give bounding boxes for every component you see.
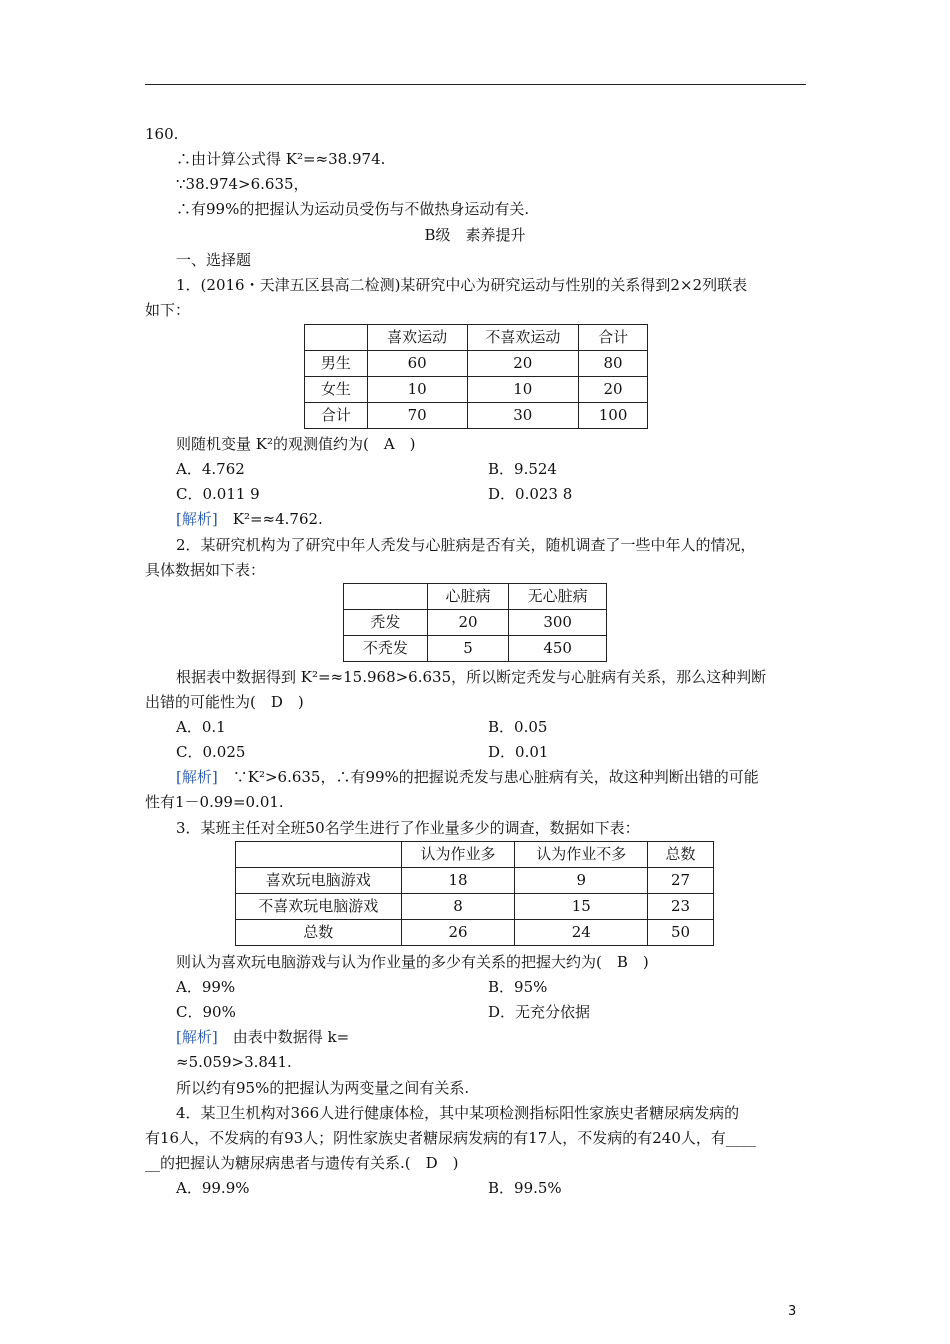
table-cell	[344, 584, 428, 610]
text-line: ≈5.059>3.841.	[176, 1053, 292, 1071]
table-row	[236, 868, 714, 894]
table-row	[305, 403, 648, 429]
table-cell: 合计	[579, 325, 648, 351]
table-row	[236, 894, 714, 920]
table-cell: 10	[467, 377, 579, 403]
table-cell: 心脏病	[427, 584, 509, 610]
table-cell	[236, 842, 402, 868]
table-cell: 不喜欢玩电脑游戏	[236, 894, 402, 920]
text-line: 出错的可能性为( D )	[145, 693, 304, 711]
table-cell: 认为作业多	[401, 842, 515, 868]
table-cell: 80	[579, 351, 648, 377]
text-line: 具体数据如下表：	[145, 561, 266, 579]
text-line: 性有1－0.99=0.01.	[145, 793, 284, 811]
text-line: ∴由计算公式得 K²=≈38.974.	[176, 150, 386, 168]
option-a: A．4.762	[176, 460, 245, 478]
question-1: 1．(2016・天津五区县高二检测)某研究中心为研究运动与性别的关系得到2×2列联表	[176, 276, 748, 294]
text-line: 所以约有95%的把握认为两变量之间有关系.	[176, 1079, 470, 1097]
option-c: C．0.025	[176, 743, 246, 761]
table-sport-gender	[304, 324, 648, 429]
table-cell: 认为作业不多	[515, 842, 648, 868]
solution-tag: [解析]	[176, 510, 218, 528]
table-cell: 60	[367, 351, 467, 377]
solution-tag: [解析]	[176, 768, 218, 786]
option-d: D．0.01	[488, 743, 549, 761]
text-line: __的把握认为糖尿病患者与遗传有关系.( D )	[145, 1154, 459, 1172]
header-rule	[145, 84, 806, 85]
option-c: C．0.011 9	[176, 485, 260, 503]
section-title: B级 素养提升	[424, 226, 526, 244]
table-cell: 23	[648, 894, 714, 920]
table-cell: 喜欢玩电脑游戏	[236, 868, 402, 894]
table-row	[344, 636, 607, 662]
table-cell: 不秃发	[344, 636, 428, 662]
option-b: B．99.5%	[488, 1179, 562, 1197]
option-b: B．9.524	[488, 460, 557, 478]
table-cell: 18	[401, 868, 515, 894]
table-cell: 100	[579, 403, 648, 429]
table-row	[305, 351, 648, 377]
question-3: 3．某班主任对全班50名学生进行了作业量多少的调查，数据如下表：	[176, 819, 640, 837]
table-cell: 10	[367, 377, 467, 403]
table-header-row	[344, 584, 607, 610]
table-cell: 合计	[305, 403, 368, 429]
table-cell: 70	[367, 403, 467, 429]
table-baldness-heart	[343, 583, 607, 662]
table-cell: 20	[579, 377, 648, 403]
option-a: A．99.9%	[176, 1179, 250, 1197]
page-number: 3	[788, 1304, 797, 1319]
table-cell: 24	[515, 920, 648, 946]
text-line: 根据表中数据得到 K²=≈15.968>6.635，所以断定秃发与心脏病有关系，那么这种判断	[176, 668, 767, 686]
solution-text: ∵K²>6.635，∴有99%的把握说秃发与患心脏病有关，故这种判断出错的可能	[232, 768, 759, 786]
table-cell: 喜欢运动	[367, 325, 467, 351]
solution-text: 由表中数据得 k=	[232, 1028, 350, 1046]
table-cell: 26	[401, 920, 515, 946]
table-cell: 30	[467, 403, 579, 429]
option-d: D．0.023 8	[488, 485, 573, 503]
question-4: 4．某卫生机构对366人进行健康体检，其中某项检测指标阳性家族史者糖尿病发病的	[176, 1104, 740, 1122]
option-c: C．90%	[176, 1003, 236, 1021]
solution-tag: [解析]	[176, 1028, 218, 1046]
table-row	[305, 377, 648, 403]
text-line: 则随机变量 K²的观测值约为( A )	[176, 435, 416, 453]
table-row	[344, 610, 607, 636]
solution	[176, 767, 759, 787]
table-cell: 无心脏病	[509, 584, 607, 610]
table-cell: 20	[427, 610, 509, 636]
table-cell: 300	[509, 610, 607, 636]
option-a: A．0.1	[176, 718, 226, 736]
table-cell: 15	[515, 894, 648, 920]
text-line: 则认为喜欢玩电脑游戏与认为作业量的多少有关系的把握大约为( B )	[176, 953, 649, 971]
option-b: B．0.05	[488, 718, 548, 736]
table-cell: 450	[509, 636, 607, 662]
solution	[176, 1027, 349, 1047]
table-header-row	[236, 842, 714, 868]
table-cell: 总数	[236, 920, 402, 946]
solution-text: K²=≈4.762.	[232, 510, 323, 528]
table-cell	[305, 325, 368, 351]
table-cell: 不喜欢运动	[467, 325, 579, 351]
table-cell: 总数	[648, 842, 714, 868]
text-line: ∵38.974>6.635，	[176, 175, 309, 193]
table-cell: 5	[427, 636, 509, 662]
table-cell: 20	[467, 351, 579, 377]
table-cell: 8	[401, 894, 515, 920]
text-line: 160.	[145, 125, 179, 143]
text-line: 如下：	[145, 301, 191, 319]
option-b: B．95%	[488, 978, 548, 996]
option-a: A．99%	[176, 978, 236, 996]
text-line: ∴有99%的把握认为运动员受伤与不做热身运动有关.	[176, 200, 530, 218]
solution	[176, 509, 323, 529]
question-2: 2．某研究机构为了研究中年人秃发与心脏病是否有关，随机调查了一些中年人的情况，	[176, 536, 756, 554]
table-cell: 50	[648, 920, 714, 946]
option-d: D．无充分依据	[488, 1003, 591, 1021]
table-cell: 秃发	[344, 610, 428, 636]
text-line: 有16人，不发病的有93人；阴性家族史者糖尿病发病的有17人，不发病的有240人，有____	[145, 1129, 756, 1147]
section-heading: 一、选择题	[176, 251, 252, 269]
table-cell: 27	[648, 868, 714, 894]
table-header-row	[305, 325, 648, 351]
table-row	[236, 920, 714, 946]
table-cell: 女生	[305, 377, 368, 403]
table-cell: 男生	[305, 351, 368, 377]
table-cell: 9	[515, 868, 648, 894]
table-games-homework	[235, 841, 714, 946]
